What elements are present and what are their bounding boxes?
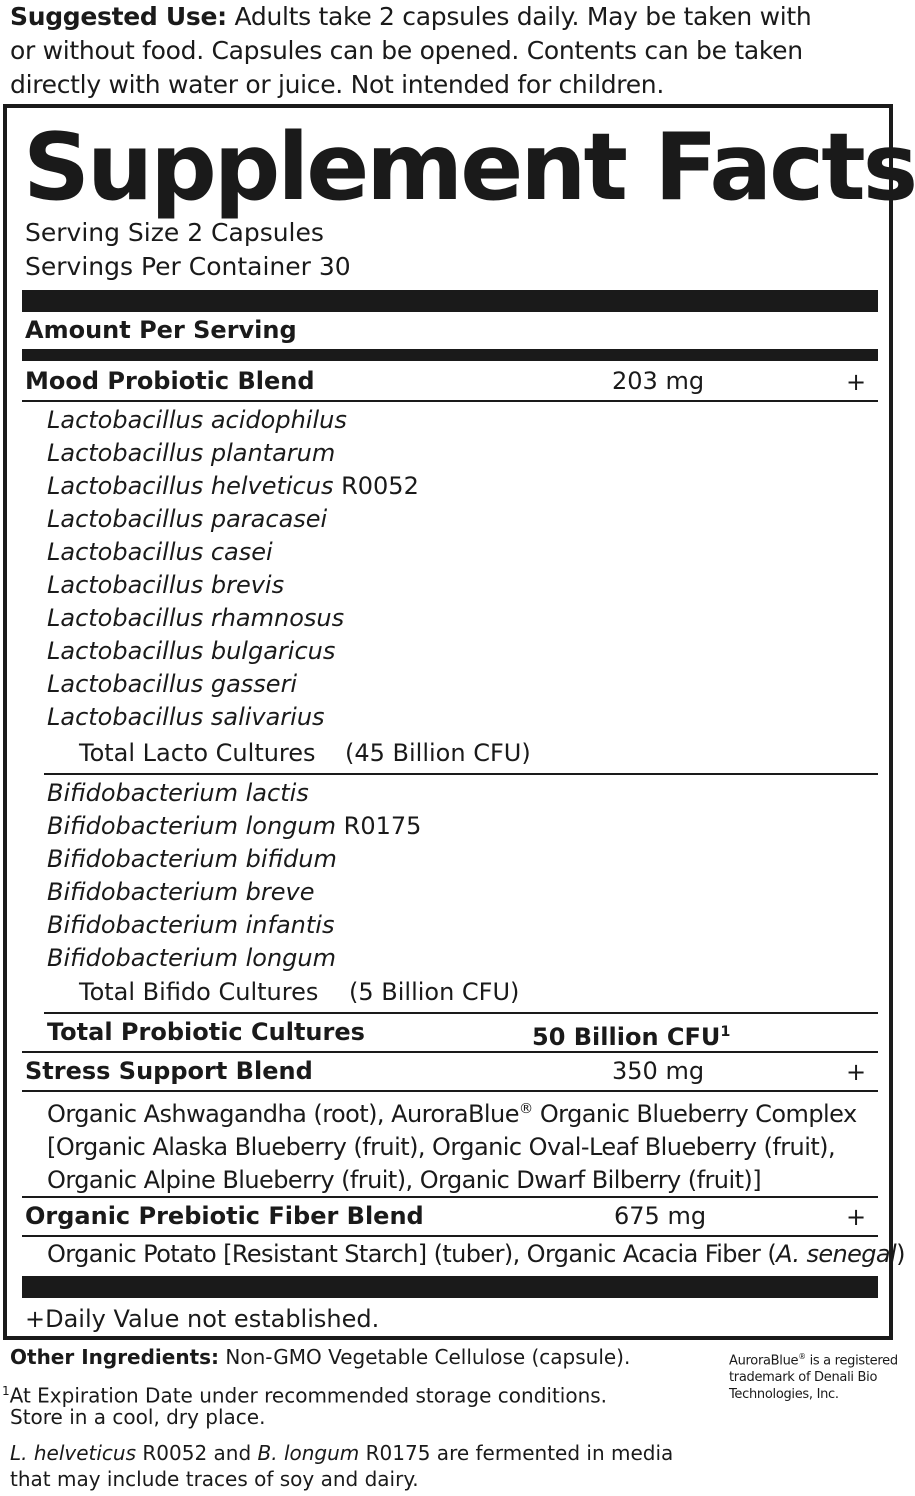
- trademark-text: AuroraBlue: [729, 1353, 799, 1369]
- divider-rule: [22, 1090, 878, 1092]
- fiber-blend-amount: 675 mg: [614, 1202, 707, 1230]
- lacto-total-label: Total Lacto Cultures: [79, 739, 316, 767]
- strain-name: Bifidobacterium bifidum: [47, 845, 337, 873]
- ferment-text: R0175 are fermented in media: [359, 1441, 674, 1465]
- other-ingredients: [10, 1344, 630, 1370]
- strain-row: [47, 942, 421, 975]
- amount-per-serving-heading: Amount Per Serving: [25, 316, 297, 344]
- ingredient-line: Organic Alpine Blueberry (fruit), Organic Dwarf Bilberry (fruit)]: [47, 1166, 762, 1194]
- lacto-total-value: (45 Billion CFU): [345, 739, 531, 767]
- servings-per-container: Servings Per Container 30: [25, 252, 351, 281]
- total-probiotic-label: Total Probiotic Cultures: [47, 1018, 365, 1046]
- strain-name: Lactobacillus brevis: [47, 571, 285, 599]
- strain-name: Lactobacillus casei: [47, 538, 273, 566]
- strain-name: Lactobacillus salivarius: [47, 703, 325, 731]
- registered-mark: ®: [518, 1101, 533, 1117]
- strain-name: Lactobacillus gasseri: [47, 670, 298, 698]
- strain-row: [47, 437, 419, 470]
- daily-value-note: +Daily Value not established.: [25, 1305, 380, 1333]
- strain-row: [47, 701, 419, 734]
- divider-rule: [22, 1235, 878, 1237]
- footnote-text: At Expiration Date under recommended storage conditions.: [9, 1383, 608, 1408]
- ingredient-line: [Organic Alaska Blueberry (fruit), Organic Oval-Leaf Blueberry (fruit),: [47, 1133, 836, 1161]
- footnote-mark: 1: [2, 1384, 10, 1398]
- strain-row: [47, 777, 421, 810]
- footnote-ref: 1: [720, 1024, 731, 1040]
- strain-row: [47, 810, 421, 843]
- ferment-text: B. longum: [257, 1441, 360, 1465]
- bifido-strain-list: [47, 777, 421, 975]
- strain-name: Bifidobacterium infantis: [47, 911, 335, 939]
- ferment-text: L. helveticus: [10, 1441, 137, 1465]
- fiber-blend-ingredients: [47, 1238, 905, 1271]
- stress-blend-name: Stress Support Blend: [25, 1057, 313, 1085]
- strain-row: [47, 843, 421, 876]
- suggested-use-label: Suggested Use:: [10, 2, 227, 31]
- fiber-blend-name: Organic Prebiotic Fiber Blend: [25, 1202, 424, 1230]
- strain-name: Bifidobacterium longum: [47, 944, 337, 972]
- ferment-text: R0052 and: [136, 1441, 258, 1465]
- strain-name: Bifidobacterium lactis: [47, 779, 309, 807]
- strain-name: Lactobacillus rhamnosus: [47, 604, 345, 632]
- trademark-text: is a registered: [805, 1353, 898, 1369]
- mood-blend-amount: 203 mg: [612, 367, 705, 395]
- other-ingredients-text: Non-GMO Vegetable Cellulose (capsule).: [219, 1345, 631, 1369]
- ferment-note: [10, 1440, 673, 1466]
- mood-blend-name: Mood Probiotic Blend: [25, 367, 315, 395]
- strain-row: [47, 536, 419, 569]
- bifido-total-value: (5 Billion CFU): [349, 978, 520, 1006]
- strain-row: [47, 635, 419, 668]
- supplement-facts-panel: [3, 104, 915, 1340]
- divider-rule: [22, 1051, 878, 1053]
- footnote-line: Store in a cool, dry place.: [10, 1405, 266, 1429]
- strain-row: [47, 404, 419, 437]
- total-probiotic-value-wrap: [532, 1015, 730, 1054]
- strain-row: [47, 602, 419, 635]
- strain-name: Lactobacillus bulgaricus: [47, 637, 336, 665]
- ingredient-text: Organic Potato [Resistant Starch] (tuber), Organic Acacia Fiber (: [47, 1240, 777, 1268]
- stress-blend-amount: 350 mg: [612, 1057, 705, 1085]
- strain-name: Bifidobacterium breve: [47, 878, 315, 906]
- other-ingredients-label: Other Ingredients:: [10, 1345, 220, 1369]
- registered-mark: ®: [798, 1352, 806, 1361]
- stress-blend-ingredients: [47, 1093, 887, 1197]
- ingredient-text: Organic Ashwagandha (root), AuroraBlue: [47, 1100, 519, 1128]
- total-probiotic-value: 50 Billion CFU: [532, 1023, 721, 1051]
- strain-code: R0052: [341, 472, 419, 500]
- trademark-line: [729, 1348, 898, 1369]
- divider-bar: [22, 290, 878, 312]
- suggested-use-text: Adults take 2 capsules daily. May be taken with: [226, 2, 812, 31]
- divider-rule: [22, 400, 878, 402]
- mood-blend-dv: +: [846, 368, 867, 396]
- lacto-strain-list: [47, 404, 419, 734]
- strain-name: Lactobacillus helveticus: [47, 472, 334, 500]
- stress-blend-dv: +: [846, 1058, 867, 1086]
- fiber-blend-dv: +: [846, 1203, 867, 1231]
- panel-title: Supplement Facts: [23, 113, 915, 221]
- divider-rule: [44, 1012, 878, 1014]
- strain-row: [47, 470, 419, 503]
- divider-rule: [22, 1196, 878, 1198]
- serving-size: Serving Size 2 Capsules: [25, 218, 324, 247]
- trademark-line: trademark of Denali Bio: [729, 1370, 878, 1386]
- strain-row: [47, 909, 421, 942]
- ingredient-text: ): [896, 1240, 905, 1268]
- strain-name: Bifidobacterium longum: [47, 812, 337, 840]
- suggested-use: [10, 0, 890, 102]
- ingredient-text: A. senegal: [776, 1240, 897, 1268]
- ingredient-line: [47, 1093, 887, 1131]
- strain-name: Lactobacillus plantarum: [47, 439, 336, 467]
- bifido-total-label: Total Bifido Cultures: [79, 978, 319, 1006]
- ferment-note-line: that may include traces of soy and dairy.: [10, 1467, 419, 1491]
- strain-row: [47, 569, 419, 602]
- suggested-use-line: directly with water or juice. Not intended for children.: [10, 70, 665, 99]
- strain-row: [47, 668, 419, 701]
- ingredient-text: Organic Blueberry Complex: [532, 1100, 857, 1128]
- strain-name: Lactobacillus paracasei: [47, 505, 328, 533]
- strain-code: R0175: [343, 812, 422, 840]
- strain-row: [47, 503, 419, 536]
- divider-rule: [44, 773, 878, 775]
- trademark-line: Technologies, Inc.: [729, 1387, 839, 1403]
- strain-row: [47, 876, 421, 909]
- divider-bar: [22, 349, 878, 361]
- strain-name: Lactobacillus acidophilus: [47, 406, 347, 434]
- trademark-note: [729, 1348, 898, 1403]
- divider-bar: [22, 1276, 878, 1298]
- suggested-use-line: or without food. Capsules can be opened. Contents can be taken: [10, 36, 803, 65]
